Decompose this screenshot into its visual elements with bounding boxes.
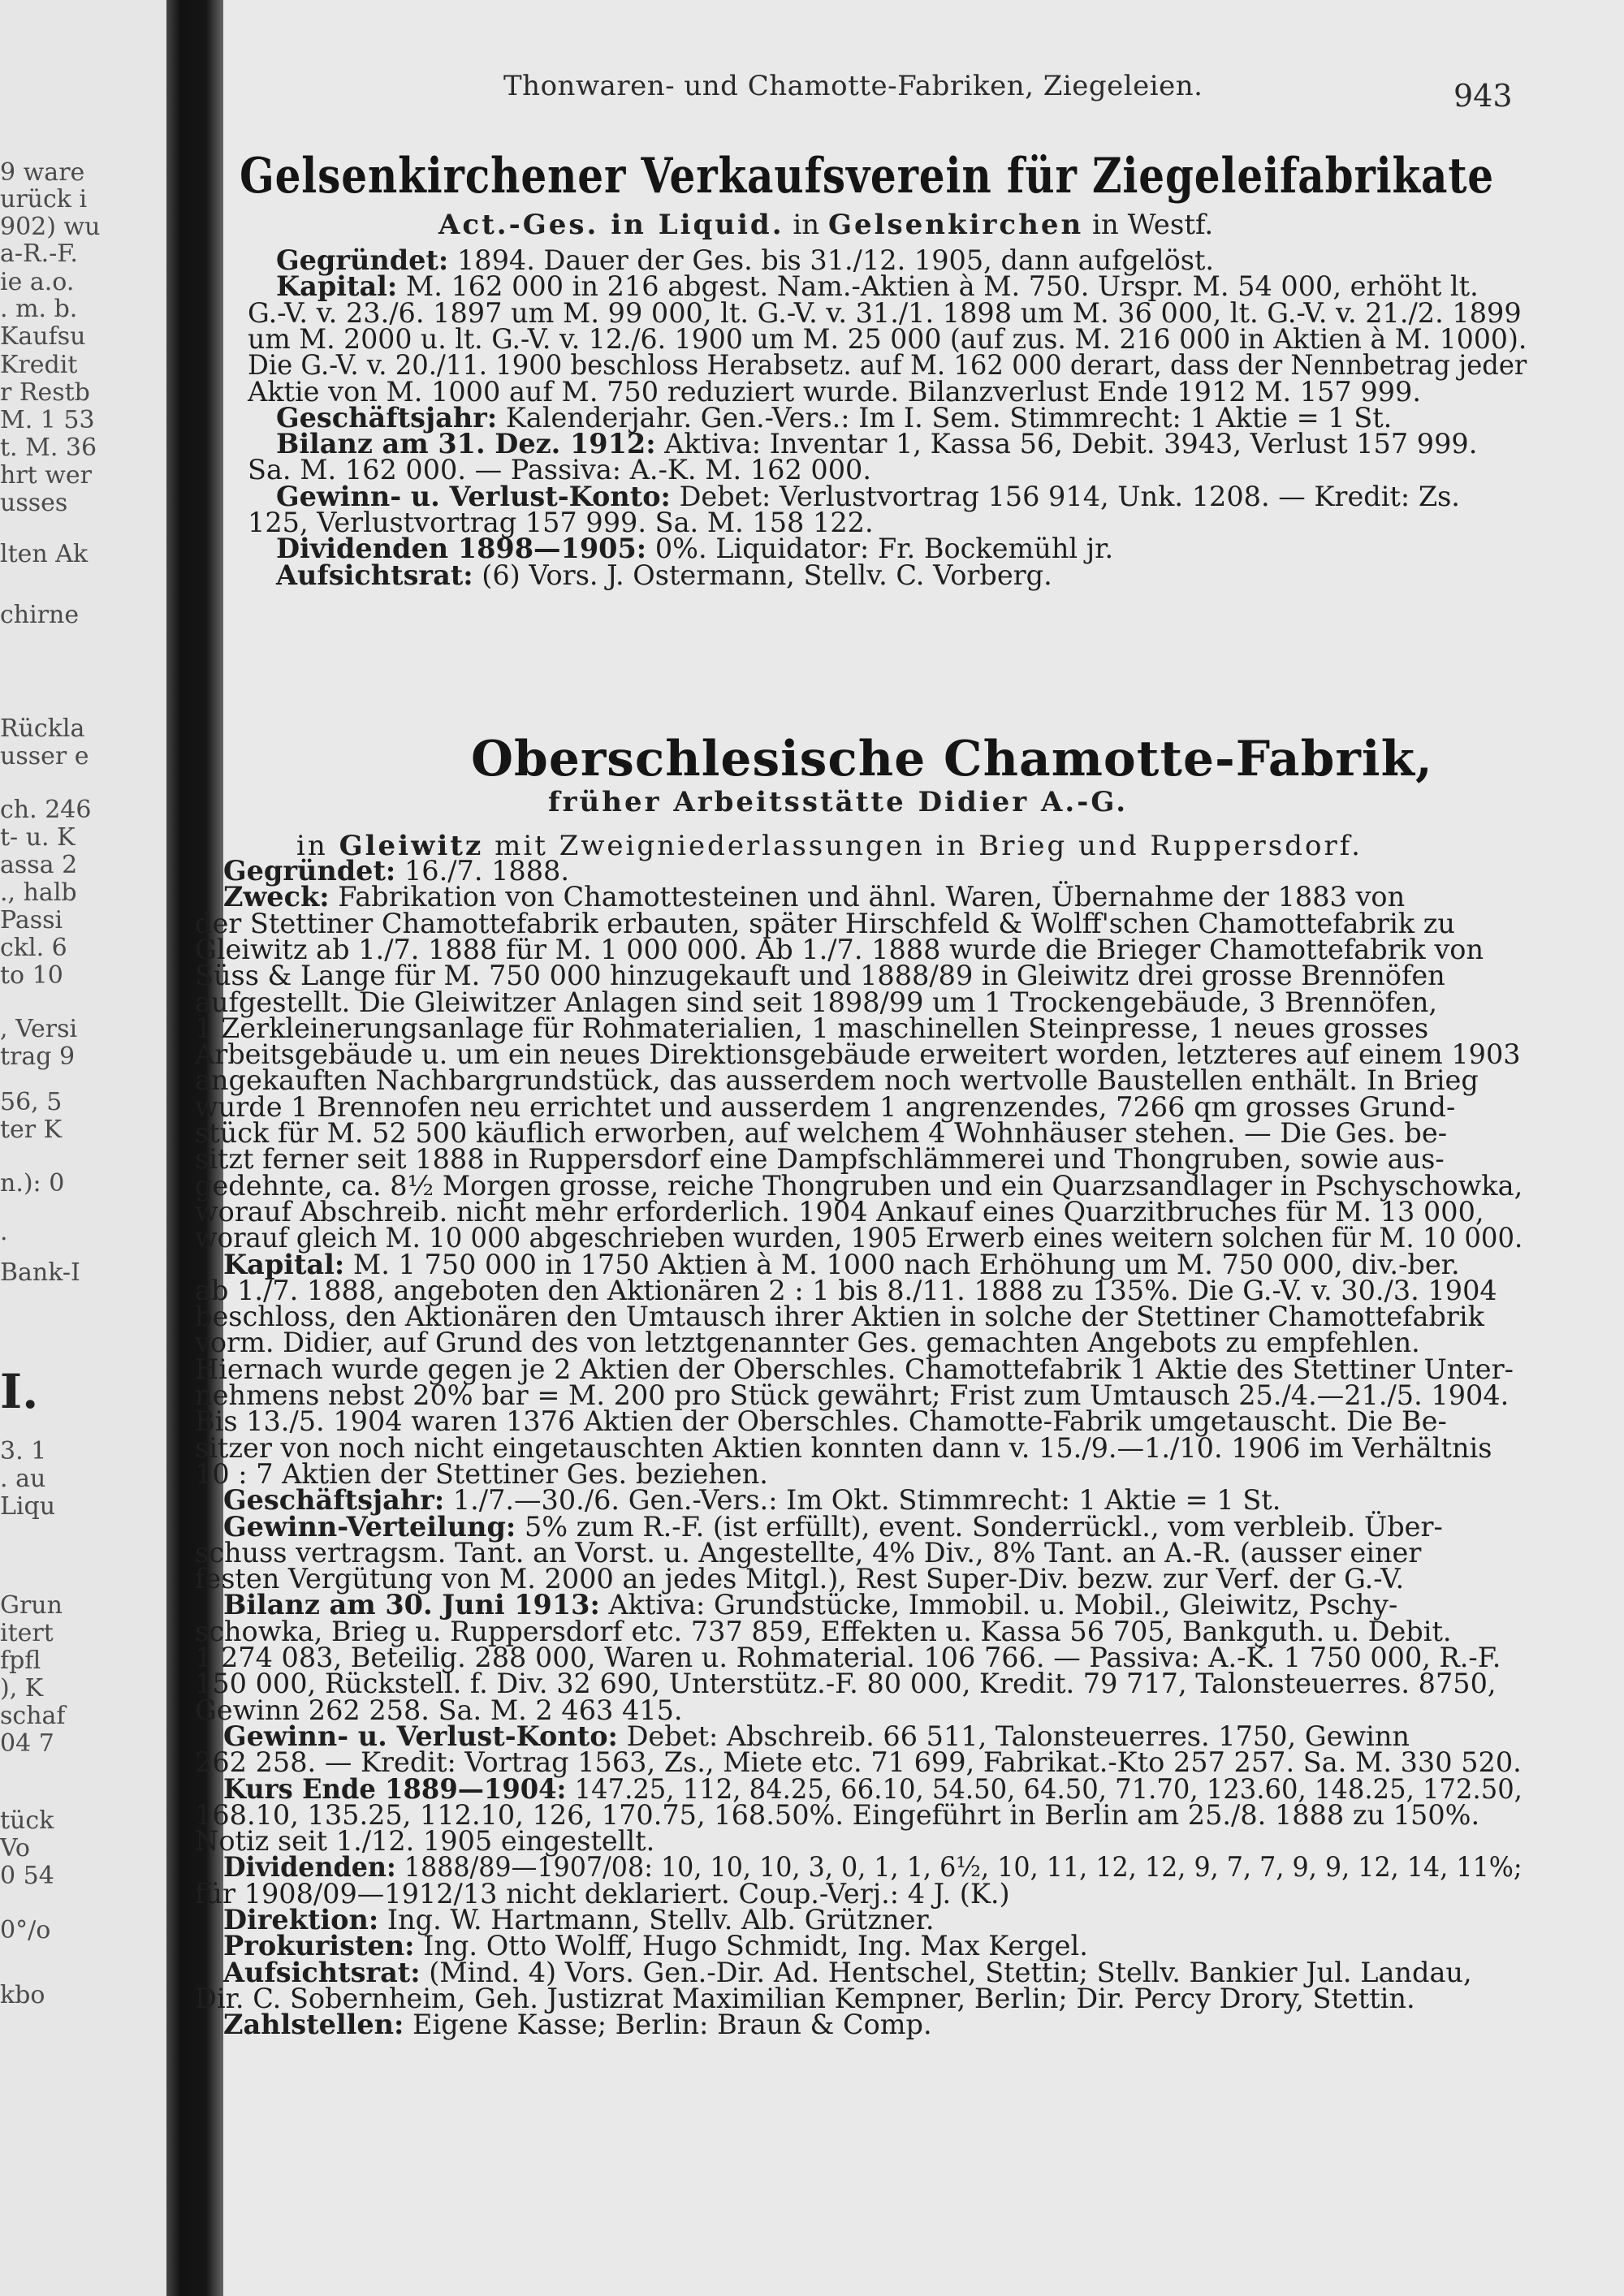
entry-line-gewinn-u-verlust-konto: Gewinn- u. Verlust-Konto: Debet: Verlustvortrag 156 914, Unk. 1208. — Kredit: Zs. <box>276 480 1460 512</box>
margin-fragment: ie a.o. <box>0 268 75 296</box>
adjacent-page-strip <box>0 0 166 2296</box>
entry-line: schuss vertragsm. Tant. an Vorst. u. Angestellte, 4% Div., 8% Tant. an A.-R. (ausser einer <box>195 1536 1422 1569</box>
margin-fragment: Rückla <box>0 714 85 743</box>
entry-line: 150 000, Rückstell. f. Div. 32 690, Unterstütz.-F. 80 000, Kredit. 79 717, Talonsteuerres. 8750, <box>195 1668 1497 1700</box>
margin-fragment: trag 9 <box>0 1042 76 1071</box>
entry-label: Bilanz am 30. Juni 1913: <box>223 1589 600 1621</box>
margin-fragment: fpfl <box>0 1646 41 1675</box>
entry-line: ab 1./7. 1888, angeboten den Aktionären 2 : 1 bis 8./11. 1888 zu 135%. Die G.-V. v. 30./3. 1904 <box>195 1274 1497 1306</box>
margin-fragment: lten Ak <box>0 540 89 568</box>
entry-line: um M. 2000 u. lt. G.-V. v. 12./6. 1900 um M. 25 000 (auf zus. M. 216 000 in Aktien à M. 1000). <box>248 322 1527 355</box>
entry-line: Die G.-V. v. 20./11. 1900 beschloss Herabsetz. auf M. 162 000 derart, dass der Nennbetrag jeder <box>248 349 1527 382</box>
entry-line: Notiz seit 1./12. 1905 eingestellt. <box>195 1825 655 1858</box>
margin-fragment: Passi <box>0 906 63 934</box>
entry-label: Gegründet: <box>223 855 396 887</box>
margin-fragment: kbo <box>0 1981 45 2009</box>
entry-line: festen Vergütung von M. 2000 an jedes Mitgl.), Rest Super-Div. bezw. zur Verf. der G.-V. <box>195 1563 1405 1595</box>
entry-line: Dir. C. Sobernheim, Geh. Justizrat Maximilian Kempner, Berlin; Dir. Percy Drory, Stettin. <box>195 1982 1415 2014</box>
entry-line: beschloss, den Aktionären den Umtausch ihrer Aktien in solche der Stettiner Chamottefabrik <box>195 1301 1484 1333</box>
entry-line-zahlstellen: Zahlstellen: Eigene Kasse; Berlin: Braun & Comp. <box>223 2009 932 2041</box>
entry-label: Dividenden: <box>223 1851 396 1884</box>
entry-line: 1 Zerkleinerungsanlage für Rohmaterialien, 1 maschinellen Steinpresse, 1 neues grosses <box>195 1012 1429 1044</box>
margin-fragment: usser e <box>0 742 89 770</box>
margin-fragment: n.): 0 <box>0 1169 65 1198</box>
entry-line: sitzt ferner seit 1888 in Ruppersdorf eine Dampfschlämmerei und Thongruben, sowie aus- <box>195 1143 1445 1176</box>
entry-label: Zweck: <box>223 881 330 913</box>
entry-line: Bis 13./5. 1904 waren 1376 Aktien der Oberschles. Chamotte-Fabrik umgetauscht. Die Be- <box>195 1405 1447 1438</box>
margin-fragment: I. <box>0 1364 39 1419</box>
margin-fragment: t- u. K <box>0 823 76 852</box>
entry-line-kapital: Kapital: M. 162 000 in 216 abgest. Nam.-Aktien à M. 750. Urspr. M. 54 000, erhöht lt. <box>276 270 1479 303</box>
margin-fragment: r Restb <box>0 378 90 407</box>
margin-fragment: 902) wu <box>0 213 101 241</box>
entry-line: der Stettiner Chamottefabrik erbauten, später Hirschfeld & Wolff'schen Chamottefabrik zu <box>195 907 1455 939</box>
article-subtitle: Act.-Ges. in Liquid. in Gelsenkirchen in Westf. <box>438 209 1214 241</box>
entry-line: 262 258. — Kredit: Vortrag 1563, Zs., Miete etc. 71 699, Fabrikat.-Kto 257 257. Sa. M. 330 520. <box>195 1746 1522 1779</box>
entry-label: Gewinn- u. Verlust-Konto: <box>276 480 671 512</box>
entry-line: worauf gleich M. 10 000 abgeschrieben wurden, 1905 Erwerb eines weitern solchen für M. 10 000. <box>195 1222 1523 1254</box>
margin-fragment: ckl. 6 <box>0 934 67 962</box>
margin-fragment: ch. 246 <box>0 796 92 824</box>
entry-line-direktion: Direktion: Ing. W. Hartmann, Stellv. Alb. Grützner. <box>223 1904 935 1936</box>
entry-line: worauf Abschreib. nicht mehr erforderlich. 1904 Ankauf eines Quarzitbruches für M. 13 000, <box>195 1195 1484 1228</box>
entry-line-bilanz-am-dez: Bilanz am 31. Dez. 1912: Aktiva: Inventar 1, Kassa 56, Debit. 3943, Verlust 157 999. <box>276 428 1478 460</box>
entry-line-gewinn-u-verlust-konto: Gewinn- u. Verlust-Konto: Debet: Abschreib. 66 511, Talonsteuerres. 1750, Gewinn <box>223 1720 1410 1752</box>
margin-fragment: Vo <box>0 1834 30 1862</box>
legal-form: Act.-Ges. in Liquid. <box>438 209 784 241</box>
entry-line: gedehnte, ca. 8½ Morgen grosse, reiche Thongruben und ein Quarzsandlager in Pschyschowka, <box>195 1169 1523 1202</box>
margin-fragment: Bank-I <box>0 1258 80 1287</box>
entry-label: Prokuristen: <box>223 1930 415 1962</box>
entry-line: angekauften Nachbargrundstück, das ausserdem noch wertvolle Baustellen enthält. In Brieg <box>195 1064 1479 1097</box>
entry-line-kurs-ende: Kurs Ende 1889—1904: 147.25, 112, 84.25, 66.10, 54.50, 64.50, 71.70, 123.60, 148.25, 172.50, <box>223 1772 1522 1805</box>
entry-line-geschäftsjahr: Geschäftsjahr: Kalenderjahr. Gen.-Vers.: Im I. Sem. Stimmrecht: 1 Aktie = 1 St. <box>276 401 1393 434</box>
margin-fragment: . au <box>0 1465 46 1493</box>
city: Gleiwitz <box>339 830 484 862</box>
margin-fragment: ., halb <box>0 878 77 907</box>
entry-label: Gegründet: <box>276 244 449 276</box>
margin-fragment: 0°/o <box>0 1916 51 1944</box>
entry-line-gegründet: Gegründet: 16./7. 1888. <box>223 855 570 887</box>
article-location: in Gleiwitz mit Zweigniederlassungen in Brieg und Ruppersdorf. <box>296 830 1363 862</box>
margin-fragment: 9 ware <box>0 158 85 187</box>
margin-fragment: to 10 <box>0 961 63 990</box>
margin-fragment: 3. 1 <box>0 1437 47 1465</box>
entry-line: aufgestellt. Die Gleiwitzer Anlagen sind seit 1898/99 um 1 Trockengebäude, 3 Brennöfen, <box>195 986 1438 1018</box>
margin-fragment: M. 1 53 <box>0 406 95 434</box>
entry-label: Geschäftsjahr: <box>223 1484 445 1517</box>
entry-line: für 1908/09—1912/13 nicht deklariert. Coup.-Verj.: 4 J. (K.) <box>195 1877 1010 1910</box>
margin-fragment: itert <box>0 1619 54 1647</box>
margin-fragment: t. M. 36 <box>0 434 97 462</box>
entry-line: G.-V. v. 23./6. 1897 um M. 99 000, lt. G.-V. v. 31./1. 1898 um M. 36 000, lt. G.-V. v. 21./2. 1899 <box>248 296 1522 329</box>
margin-fragment: ), K <box>0 1674 44 1703</box>
entry-line: 1 274 083, Beteilig. 288 000, Waren u. Rohmaterial. 106 766. — Passiva: A.-K. 1 750 000, R.-F. <box>195 1642 1501 1673</box>
entry-line: vorm. Didier, auf Grund des von letztgenannter Ges. gemachten Angebots zu empfehlen. <box>195 1327 1420 1359</box>
entry-line: Arbeitsgebäude u. um ein neues Direktionsgebäude erweitert worden, letzteres auf einem 1903 <box>195 1038 1521 1071</box>
entry-line-prokuristen: Prokuristen: Ing. Otto Wolff, Hugo Schmidt, Ing. Max Kergel. <box>223 1930 1088 1962</box>
entry-label: Gewinn-Verteilung: <box>223 1510 516 1543</box>
margin-fragment: schaf <box>0 1702 66 1730</box>
entry-label: Gewinn- u. Verlust-Konto: <box>223 1720 618 1752</box>
margin-fragment: tück <box>0 1806 54 1835</box>
margin-fragment: urück i <box>0 185 88 214</box>
page-number: 943 <box>1453 78 1513 114</box>
entry-line: schowka, Brieg u. Ruppersdorf etc. 737 859, Effekten u. Kassa 56 705, Bankguth. u. Debit. <box>195 1615 1452 1647</box>
entry-line: Hiernach wurde gegen je 2 Aktien der Oberschles. Chamottefabrik 1 Aktie des Stettiner Unter- <box>195 1353 1514 1385</box>
entry-line: 125, Verlustvortrag 157 999. Sa. M. 158 122. <box>248 507 874 538</box>
margin-fragment: 04 7 <box>0 1729 54 1758</box>
entry-label: Kurs Ende 1889—1904: <box>223 1772 567 1805</box>
margin-fragment: Kredit <box>0 351 78 379</box>
entry-label: Aufsichtsrat: <box>223 1956 421 1988</box>
entry-line-kapital: Kapital: M. 1 750 000 in 1750 Aktien à M. 1000 nach Erhöhung um M. 750 000, div.-ber. <box>223 1248 1460 1280</box>
entry-label: Kapital: <box>223 1248 345 1280</box>
article-title: Gelsenkirchener Verkaufsverein für Ziegeleifabrikate <box>240 148 1495 205</box>
margin-fragment: chirne <box>0 601 80 629</box>
entry-line-geschäftsjahr: Geschäftsjahr: 1./7.—30./6. Gen.-Vers.: Im Okt. Stimmrecht: 1 Aktie = 1 St. <box>223 1484 1281 1517</box>
entry-line: wurde 1 Brennofen neu errichtet und ausserdem 1 angrenzendes, 7266 qm grosses Grund- <box>195 1090 1456 1123</box>
margin-fragment: Liqu <box>0 1492 56 1521</box>
entry-line: stück für M. 52 500 käuflich erworben, auf welchem 4 Wohnhäuser stehen. — Die Ges. be- <box>195 1117 1448 1149</box>
entry-label: Aufsichtsrat: <box>276 559 473 591</box>
entry-line: Gleiwitz ab 1./7. 1888 für M. 1 000 000. Ab 1./7. 1888 wurde die Brieger Chamottefabrik von <box>195 933 1484 965</box>
entry-line: sitzer von noch nicht eingetauschten Aktien konnten dann v. 15./9.—1./10. 1906 im Verhältnis <box>195 1431 1492 1464</box>
margin-fragment: Grun <box>0 1591 63 1620</box>
entry-line-dividenden: Dividenden: 1888/89—1907/08: 10, 10, 10, 3, 0, 1, 1, 6½, 10, 11, 12, 12, 9, 7, 7, 9, 9, 12, 14, 11%; <box>223 1851 1522 1884</box>
entry-line-aufsichtsrat: Aufsichtsrat: (6) Vors. J. Ostermann, Stellv. C. Vorberg. <box>276 559 1052 591</box>
margin-fragment: 0 54 <box>0 1862 54 1890</box>
margin-fragment: assa 2 <box>0 851 78 879</box>
entry-line: 168.10, 135.25, 112.10, 126, 170.75, 168.50%. Eingeführt in Berlin am 25./8. 1888 zu 150%. <box>195 1798 1480 1831</box>
margin-fragment: , Versi <box>0 1015 78 1043</box>
entry-line-bilanz-am-juni: Bilanz am 30. Juni 1913: Aktiva: Grundstücke, Immobil. u. Mobil., Gleiwitz, Pschy- <box>223 1589 1398 1621</box>
margin-fragment: 56, 5 <box>0 1088 63 1116</box>
entry-line: nehmens nebst 20% bar = M. 200 pro Stück gewährt; Frist zum Umtausch 25./4.—21./5. 1904. <box>195 1379 1510 1411</box>
entry-line: Aktie von M. 1000 auf M. 750 reduziert wurde. Bilanzverlust Ende 1912 M. 157 999. <box>248 375 1421 408</box>
city: Gelsenkirchen <box>827 209 1084 241</box>
margin-fragment: usses <box>0 489 68 517</box>
article-title: Oberschlesische Chamotte-Fabrik, <box>471 731 1433 788</box>
entry-line: Sa. M. 162 000. — Passiva: A.-K. M. 162 000. <box>248 454 871 486</box>
entry-line-aufsichtsrat: Aufsichtsrat: (Mind. 4) Vors. Gen.-Dir. Ad. Hentschel, Stettin; Stellv. Bankier Jul. Landau, <box>223 1956 1472 1988</box>
margin-fragment: . <box>0 1218 8 1246</box>
margin-fragment: Kaufsu <box>0 322 86 351</box>
margin-fragment: . m. b. <box>0 295 78 323</box>
running-header: Thonwaren- und Chamotte-Fabriken, Ziegeleien. <box>503 70 1203 102</box>
entry-line: Süss & Lange für M. 750 000 hinzugekauft und 1888/89 in Gleiwitz drei grosse Brennöfen <box>195 960 1445 992</box>
page <box>195 0 1624 2296</box>
entry-label: Geschäftsjahr: <box>276 401 498 434</box>
article-subtitle: früher Arbeitsstätte Didier A.-G. <box>548 786 1129 818</box>
entry-line-dividenden: Dividenden 1898—1905: 0%. Liquidator: Fr. Bockemühl jr. <box>276 533 1114 565</box>
entry-line-zweck: Zweck: Fabrikation von Chamottesteinen und ähnl. Waren, Übernahme der 1883 von <box>223 881 1406 913</box>
margin-fragment: hrt wer <box>0 461 93 490</box>
entry-line-gegründet: Gegründet: 1894. Dauer der Ges. bis 31./12. 1905, dann aufgelöst. <box>276 244 1215 276</box>
margin-fragment: ter K <box>0 1116 63 1144</box>
entry-label: Zahlstellen: <box>223 2009 404 2041</box>
entry-label: Bilanz am 31. Dez. 1912: <box>276 428 656 460</box>
entry-line-gewinn-verteilung: Gewinn-Verteilung: 5% zum R.-F. (ist erfüllt), event. Sonderrückl., vom verbleib. Über- <box>223 1510 1443 1543</box>
entry-line: 10 : 7 Aktien der Stettiner Ges. beziehen. <box>195 1457 768 1490</box>
entry-label: Kapital: <box>276 270 398 303</box>
entry-label: Direktion: <box>223 1904 379 1936</box>
entry-line: Gewinn 262 258. Sa. M. 2 463 415. <box>195 1694 683 1726</box>
entry-label: Dividenden 1898—1905: <box>276 533 647 565</box>
margin-fragment: a-R.-F. <box>0 240 78 268</box>
